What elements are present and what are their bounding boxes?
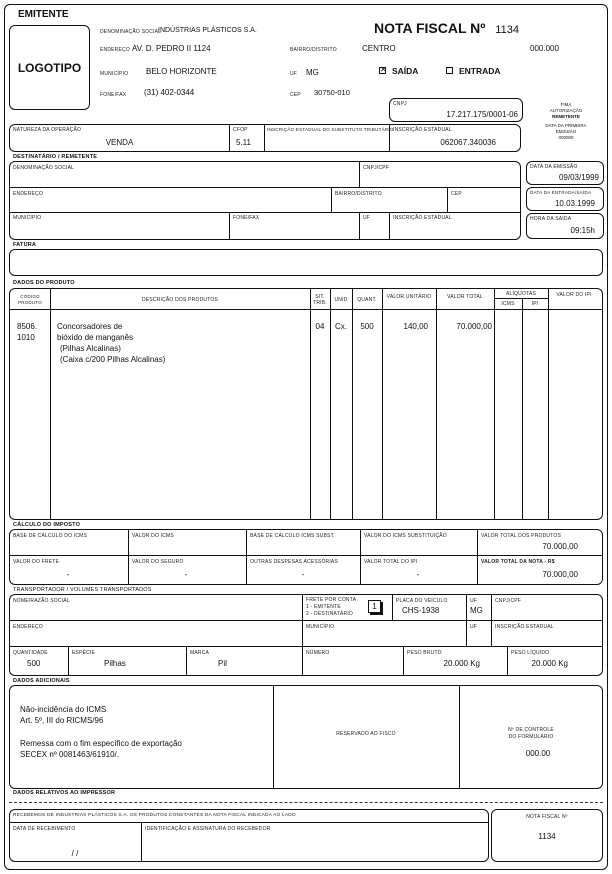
recebimento-data-label: DATA DE RECEBIMENTO (13, 826, 76, 832)
transp-endereco-label: ENDEREÇO (13, 624, 43, 630)
item-sit: 04 (315, 322, 325, 331)
fone-value: (31) 402-0344 (144, 88, 195, 97)
destinatario-box (9, 161, 521, 240)
seguro-label: VALOR DO SEGURO (132, 559, 184, 565)
item-codigo-2: 1010 (17, 333, 35, 342)
impressor-title: DADOS RELATIVOS AO IMPRESSOR (13, 790, 116, 796)
natureza-label: NATUREZA DA OPERAÇÃO (13, 127, 82, 133)
saida-label: SAÍDA (392, 66, 419, 76)
transp-uf-value: MG (470, 606, 483, 615)
dest-endereco-label: ENDEREÇO (13, 191, 43, 197)
insc-estadual-label: INSCRIÇÃO ESTADUAL (393, 127, 452, 133)
adicionais-line-4: SECEX nº 0081463/61910/. (20, 750, 119, 759)
hora-saida-label: HORA DA SAÍDA (530, 216, 572, 222)
col-ipi: IPI (531, 301, 539, 307)
col-total: VALOR TOTAL (447, 294, 483, 300)
placa-value: CHS-1938 (402, 606, 440, 615)
base-subst-label: BASE DE CÁLCULO ICMS SUBST. (250, 533, 335, 539)
cnpj-box (389, 98, 523, 122)
cnpj-value: 17.217.175/0001-06 (446, 110, 518, 119)
dest-insc-label: INSCRIÇÃO ESTADUAL (393, 215, 452, 221)
logo-text: LOGOTIPO (17, 61, 82, 75)
saida-check-mark: ✕ (380, 65, 387, 74)
total-nota-value: 70.000,00 (542, 570, 578, 579)
reservado-fisco-label: RESERVADO AO FISCO (336, 731, 396, 737)
item-desc-3: (Pilhas Alcalinas) (60, 344, 121, 353)
canhoto-nota-box (491, 809, 603, 862)
entrada-checkbox[interactable] (446, 67, 453, 74)
aidf-line: EMISSÃO (555, 129, 577, 134)
quant-value: 500 (27, 659, 41, 668)
transp-frete-label: FRETE POR CONTA (306, 597, 357, 603)
frete-value: - (66, 570, 70, 579)
uf-label: UF (290, 71, 298, 77)
entrada-label: ENTRADA (459, 66, 501, 76)
header-cep-number: 000.000 (530, 44, 559, 53)
item-codigo-1: 8506. (17, 322, 38, 331)
adicionais-line-3: Remessa com o fim específico de exportação (20, 739, 182, 748)
aidf-line: AUTORIZAÇÃO (549, 108, 583, 113)
transp-uf2-label: UF (470, 624, 478, 630)
canhoto-nota-value: 1134 (538, 832, 556, 841)
transp-insc-label: INSCRIÇÃO ESTADUAL (495, 624, 554, 630)
recebemos-label: RECEBEMOS DE INDÚSTRIAS PLÁSTICOS S.A. OS PRODUTOS CONSTANTES DA NOTA FISCAL INDICADA AO LADO (13, 813, 296, 818)
marca-label: MARCA (190, 650, 210, 656)
col-sit: SIT. TRIB. (313, 294, 327, 306)
ipi-label: VALOR TOTAL DO IPI (364, 559, 418, 565)
quant-label: QUANTIDADE (13, 650, 48, 656)
valor-subst-label: VALOR DO ICMS SUBSTITUIÇÃO (364, 533, 447, 539)
col-quant: QUANT. (357, 297, 377, 303)
peso-bruto-label: PESO BRUTO (407, 650, 442, 656)
adicionais-title: DADOS ADICIONAIS (13, 678, 70, 684)
dest-razao-label: DENOMINAÇÃO SOCIAL (13, 165, 75, 171)
transp-frete-opt1: 1 - EMITENTE (306, 604, 341, 610)
frete-option-box[interactable] (368, 600, 381, 613)
peso-liq-label: PESO LÍQUIDO (511, 650, 550, 656)
frete-option-value: 1 (372, 602, 377, 611)
produtos-title: DADOS DO PRODUTO (13, 280, 75, 286)
cut-line (9, 802, 603, 803)
col-unid: UNID (334, 297, 348, 303)
valor-icms-label: VALOR DO ICMS (132, 533, 174, 539)
endereco-value: AV. D. PEDRO II 1124 (132, 44, 211, 53)
data-emissao-box (526, 161, 604, 185)
data-saida-label: DATA DA ENTRADA/SAÍDA (530, 190, 592, 195)
dest-municipio-label: MUNICÍPIO (13, 215, 42, 221)
controle-label-1: Nº DE CONTROLE (508, 727, 554, 733)
razao-value: INDÚSTRIAS PLÁSTICOS S.A. (158, 27, 257, 34)
outras-value: - (301, 570, 305, 579)
endereco-label: ENDEREÇO (100, 47, 130, 53)
recebimento-data-value: / / (71, 849, 79, 858)
controle-label-2: DO FORMULÁRIO (508, 734, 554, 740)
data-saida-value: 10.03.1999 (554, 199, 595, 208)
dest-fone-label: FONE/FAX (233, 215, 260, 221)
imposto-title: CÁLCULO DO IMPOSTO (13, 522, 81, 528)
municipio-value: BELO HORIZONTE (146, 67, 217, 76)
aidf-line: REMETENTE (552, 114, 580, 119)
emitente-title: EMITENTE (18, 9, 69, 20)
total-prod-label: VALOR TOTAL DOS PRODUTOS (481, 533, 562, 539)
peso-liq-value: 20.000 Kg (531, 659, 568, 668)
insc-subst-label: INSCRIÇÃO ESTADUAL DO SUBSTITUTO TRIBUTÁRIO (267, 127, 394, 132)
frete-label: VALOR DO FRETE (13, 559, 60, 565)
col-unit: VALOR UNITÁRIO (386, 294, 432, 300)
transp-uf-label: UF (470, 598, 478, 604)
controle-value: 000.00 (525, 749, 551, 758)
data-emissao-value: 09/03/1999 (558, 173, 599, 182)
dest-uf-label: UF (363, 215, 371, 221)
destinatario-title: DESTINATÁRIO / REMETENTE (13, 154, 98, 160)
nota-number: 1134 (495, 24, 519, 36)
canhoto-nota-label: NOTA FISCAL Nº (526, 814, 568, 820)
transp-municipio-label: MUNICÍPIO (306, 624, 335, 630)
cep-value: 30750-010 (314, 88, 350, 97)
ipi-value: - (416, 570, 420, 579)
col-aliquotas: ALÍQUOTAS (505, 291, 537, 297)
adicionais-line-2: Art. 5º, III do RICMS/96 (20, 716, 104, 725)
base-icms-label: BASE DE CÁLCULO DO ICMS (13, 533, 88, 539)
transportador-title: TRANSPORTADOR / VOLUMES TRANSPORTADOS (13, 587, 152, 593)
especie-label: ESPÉCIE (72, 650, 96, 656)
cep-label: CEP (290, 92, 301, 98)
aidf-line: DATA DA PRIMEIRA (545, 123, 587, 128)
aidf-line: FIMA (560, 102, 572, 107)
col-descricao: DESCRIÇÃO DOS PRODUTOS (142, 297, 218, 303)
col-icms: ICMS (501, 301, 515, 307)
hora-saida-box (526, 213, 604, 239)
cnpj-label: CNPJ (393, 101, 407, 107)
seguro-value: - (184, 570, 188, 579)
aidf-block (528, 102, 604, 141)
item-unit: 140,00 (403, 322, 428, 331)
placa-label: PLACA DO VEÍCULO (396, 598, 448, 604)
insc-estadual-value: 062067.340036 (440, 138, 496, 147)
cfop-value: 5.11 (236, 138, 251, 147)
col-codigo: CÓDIGO PRODUTO (18, 294, 42, 305)
nota-title-text: NOTA FISCAL Nº (374, 20, 486, 36)
uf-value: MG (306, 68, 319, 77)
item-desc-1: Concorsadores de (57, 322, 123, 331)
item-total: 70.000,00 (456, 322, 492, 331)
aidf-line: 000000 (558, 135, 574, 140)
logo-box (9, 25, 90, 110)
dest-cnpj-label: CNPJ/CPF (363, 165, 390, 171)
item-desc-4: (Caixa c/200 Pilhas Alcalinas) (60, 355, 166, 364)
fatura-box (9, 249, 603, 276)
cfop-label: CFOP (233, 127, 248, 133)
peso-bruto-value: 20.000 Kg (443, 659, 480, 668)
municipio-label: MUNICÍPIO (100, 71, 129, 77)
bairro-label: BAIRRO/DISTRITO (290, 47, 337, 53)
total-prod-value: 70.000,00 (542, 542, 578, 551)
identificacao-label: IDENTIFICAÇÃO E ASSINATURA DO RECEBEDOR (145, 826, 271, 832)
fatura-title: FATURA (13, 242, 37, 248)
natureza-value: VENDA (105, 138, 134, 147)
total-nota-label: VALOR TOTAL DA NOTA - R$ (481, 559, 555, 565)
fone-label: FONE/FAX (100, 92, 127, 98)
data-saida-box (526, 187, 604, 211)
transp-cnpj-label: CNPJ/CPF (495, 598, 522, 604)
adicionais-line-1: Não-incidência do ICMS (20, 705, 107, 714)
item-quant: 500 (360, 322, 374, 331)
dest-cep-label: CEP (451, 191, 462, 197)
data-emissao-label: DATA DA EMISSÃO (530, 164, 578, 170)
marca-value: Pil (218, 659, 227, 668)
hora-saida-value: 09:15h (570, 226, 595, 235)
razao-label: DENOMINAÇÃO SOCIAL (100, 29, 162, 35)
bairro-value: CENTRO (362, 44, 396, 53)
col-valor-ipi: VALOR DO IPI (556, 292, 592, 298)
item-desc-2: bióxido de manganês (57, 333, 134, 342)
nota-fiscal-title (374, 20, 519, 36)
transp-frete-opt2: 2 - DESTINATÁRIO (306, 611, 354, 617)
numero-label: NÚMERO (306, 650, 330, 656)
especie-value: Pilhas (104, 659, 126, 668)
outras-label: OUTRAS DESPESAS ACESSÓRIAS (250, 559, 339, 565)
transp-razao-label: NOME/RAZÃO SOCIAL (13, 598, 70, 604)
dest-bairro-label: BAIRRO/DISTRITO (335, 191, 382, 197)
item-unid: Cx. (335, 322, 347, 331)
